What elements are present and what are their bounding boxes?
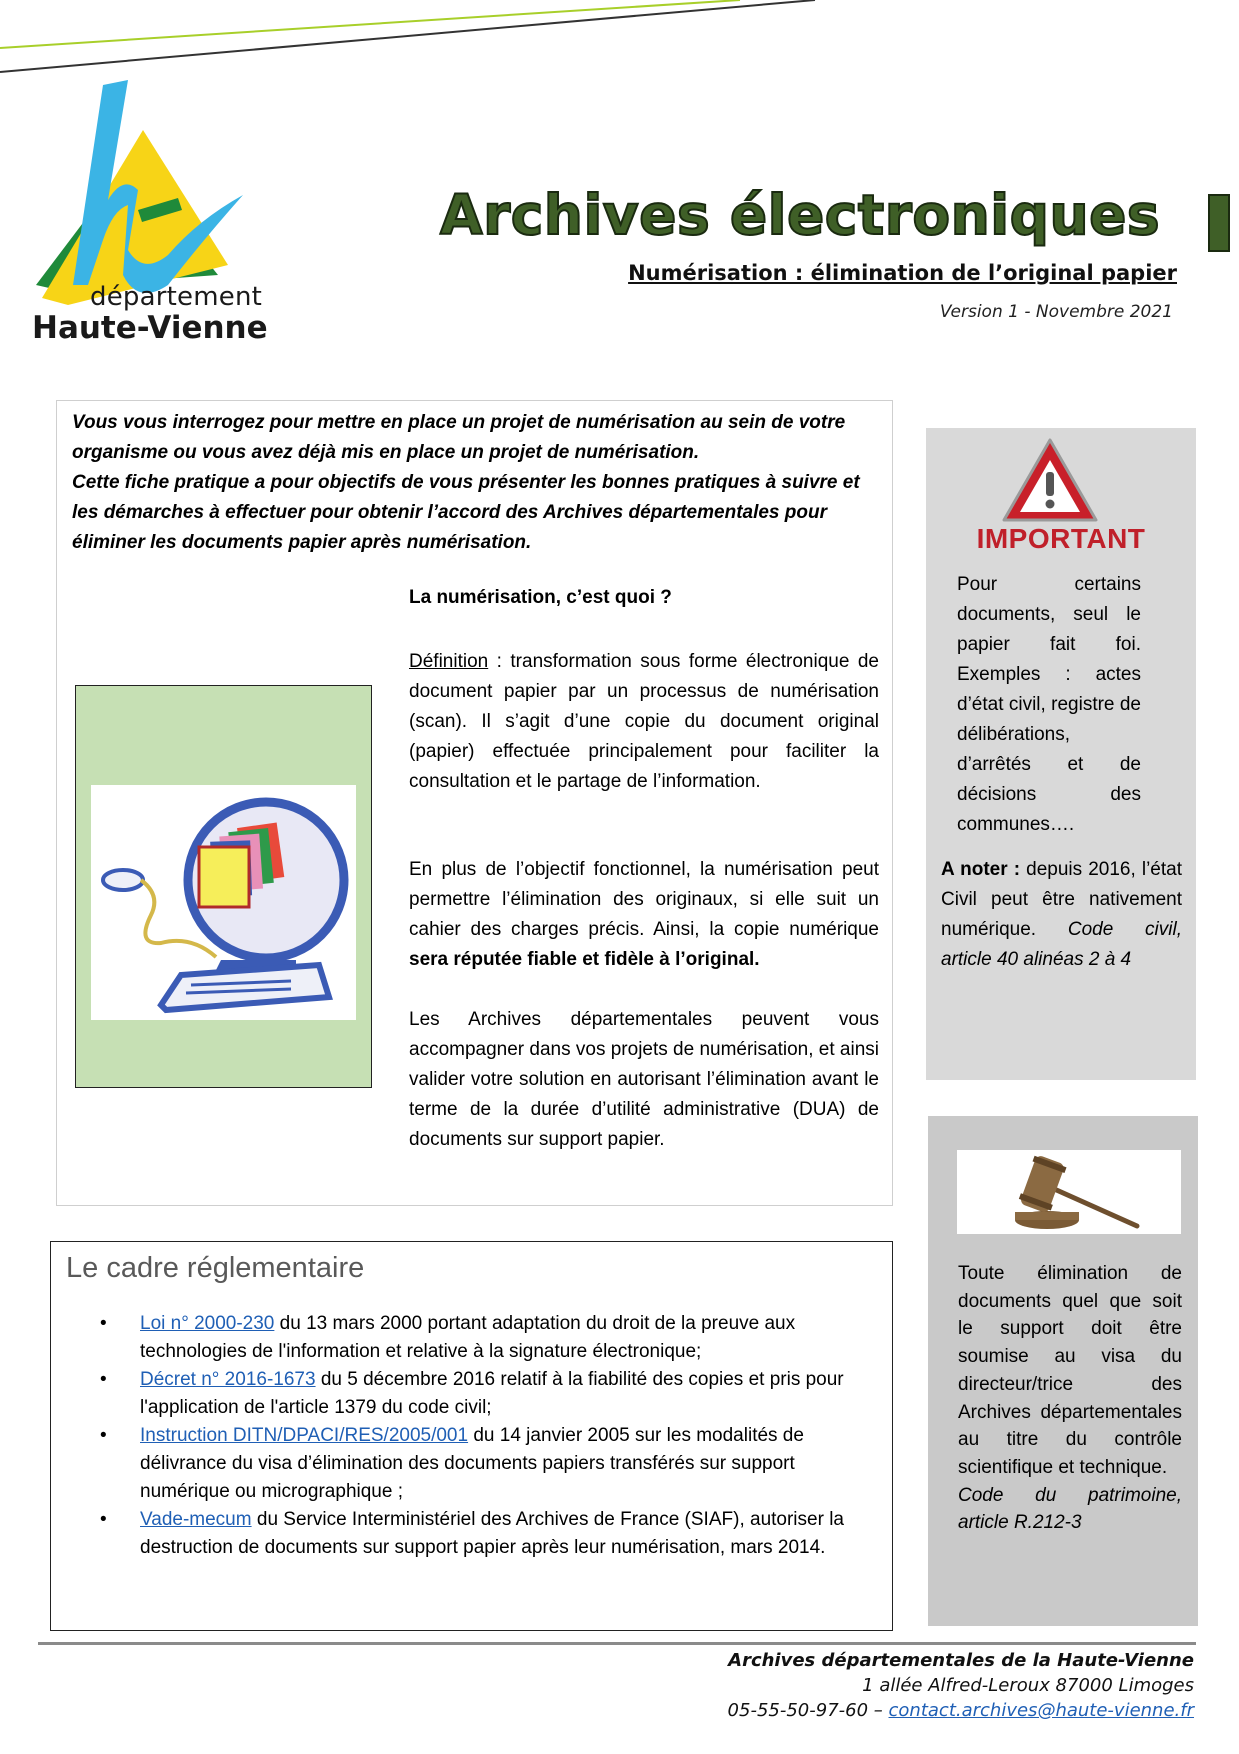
logo-text-haute-vienne: Haute-Vienne — [32, 310, 268, 346]
important-note: A noter : depuis 2016, l’état Civil peut être nativement numérique. Code civil, article 40 alinéas 2 à 4 — [941, 859, 1182, 970]
link-loi-2000-230[interactable]: Loi n° 2000-230 — [140, 1313, 275, 1334]
link-decret-2016-1673[interactable]: Décret n° 2016-1673 — [140, 1369, 316, 1390]
header-decorative-lines — [0, 0, 1239, 80]
important-text: Pour certains documents, seul le papier fait foi. Exemples : actes d’état civil, registre de délibérations, d’arrêtés et de décisions des communes…. — [957, 574, 1141, 835]
intro-paragraph-2: Cette fiche pratique a pour objectifs de vous présenter les bonnes pratiques à suivre et les démarches à effectuer pour obtenir l’accord des Archives départementales pour éliminer les documents papier après numérisation. — [72, 472, 860, 553]
footer-phone: 05-55-50-97-60 — [727, 1700, 869, 1721]
page-title: Archives électroniques — [440, 183, 1161, 247]
note-label: A noter : — [941, 859, 1021, 880]
list-item: • Instruction DITN/DPACI/RES/2005/001 du 14 janvier 2005 sur les modalités de délivrance du visa d’élimination des documents papiers transférés sur support numérique ou micrographique ; — [100, 1422, 880, 1506]
page-subtitle: Numérisation : élimination de l’original papier — [628, 261, 1177, 285]
footer-address: 1 allée Alfred-Leroux 87000 Limoges — [862, 1675, 1194, 1696]
footer-organization: Archives départementales de la Haute-Vienne — [728, 1650, 1194, 1671]
bullet-icon: • — [100, 1369, 107, 1390]
definition-heading: La numérisation, c’est quoi ? — [409, 587, 672, 608]
intro-text — [72, 408, 882, 558]
title-accent-bar — [1208, 194, 1230, 252]
visa-text: Toute élimination de documents quel que soit le support doit être soumise au visa du directeur/trice des Archives départementales au titre du contrôle scientifique et technique. Code du patrimoine, article R.212-3 — [958, 1263, 1182, 1534]
digitization-paragraph: En plus de l’objectif fonctionnel, la numérisation peut permettre l’élimination des originaux, si elle suit un cahier des charges précis. Ainsi, la copie numérique sera réputée fiable et fidèle à l’original. — [409, 859, 879, 970]
warning-triangle-icon — [1000, 436, 1100, 524]
version-label: Version 1 - Novembre 2021 — [939, 302, 1173, 322]
link-instruction-ditn[interactable]: Instruction DITN/DPACI/RES/2005/001 — [140, 1425, 469, 1446]
archives-support-paragraph: Les Archives départementales peuvent vous accompagner dans vos projets de numérisation, et ainsi valider votre solution en autorisant l’élimination avant le terme de la durée d’utilité administrative (DUA) de documents sur support papier. — [409, 1009, 879, 1150]
intro-paragraph-1: Vous vous interrogez pour mettre en place un projet de numérisation au sein de votre organisme ou vous avez déjà mis en place un projet de numérisation. — [72, 412, 846, 463]
gavel-icon — [957, 1150, 1181, 1234]
logo-text-departement: département — [90, 282, 263, 312]
list-item: • Vade-mecum du Service Interministériel des Archives de France (SIAF), autoriser la destruction de documents sur support papier après leur numérisation, mars 2014. — [100, 1506, 880, 1562]
footer-divider — [38, 1642, 1196, 1645]
visa-reference: Code du patrimoine, article R.212-3 — [958, 1484, 1182, 1534]
important-label: IMPORTANT — [976, 523, 1146, 554]
legal-references-list — [100, 1310, 880, 1562]
computer-icon — [91, 785, 356, 1020]
definition-paragraph: Définition : transformation sous forme électronique de document papier par un processus de numérisation (scan). Il s’agit d’une copie du document original (papier) effectuée principalement pour faciliter la consultation et le partage de l’information. — [409, 651, 879, 792]
definition-text: transformation sous forme électronique de document papier par un processus de numérisation (scan). Il s’agit d’une copie du document original (papier) effectuée principalement pour faciliter la consultation et le partage de l’information. — [409, 651, 879, 792]
link-vade-mecum[interactable]: Vade-mecum — [140, 1509, 252, 1530]
list-item: • Décret n° 2016-1673 du 5 décembre 2016 relatif à la fiabilité des copies et pris pour l'application de l'article 1379 du code civil; — [100, 1366, 880, 1422]
definition-label: Définition — [409, 651, 489, 672]
list-item: • Loi n° 2000-230 du 13 mars 2000 portant adaptation du droit de la preuve aux technologies de l'information et relative à la signature électronique; — [100, 1310, 880, 1366]
bullet-icon: • — [100, 1313, 107, 1334]
footer — [728, 1648, 1194, 1723]
bullet-icon: • — [100, 1425, 107, 1446]
reliability-statement: sera réputée fiable et fidèle à l’original. — [409, 949, 760, 970]
footer-contact: 05-55-50-97-60 – contact.archives@haute-vienne.fr — [727, 1700, 1194, 1721]
footer-email-link[interactable]: contact.archives@haute-vienne.fr — [888, 1700, 1194, 1721]
legal-framework-title: Le cadre réglementaire — [66, 1252, 365, 1284]
bullet-icon: • — [100, 1509, 107, 1530]
note-reference: Code civil, article 40 alinéas 2 à 4 — [941, 919, 1182, 970]
